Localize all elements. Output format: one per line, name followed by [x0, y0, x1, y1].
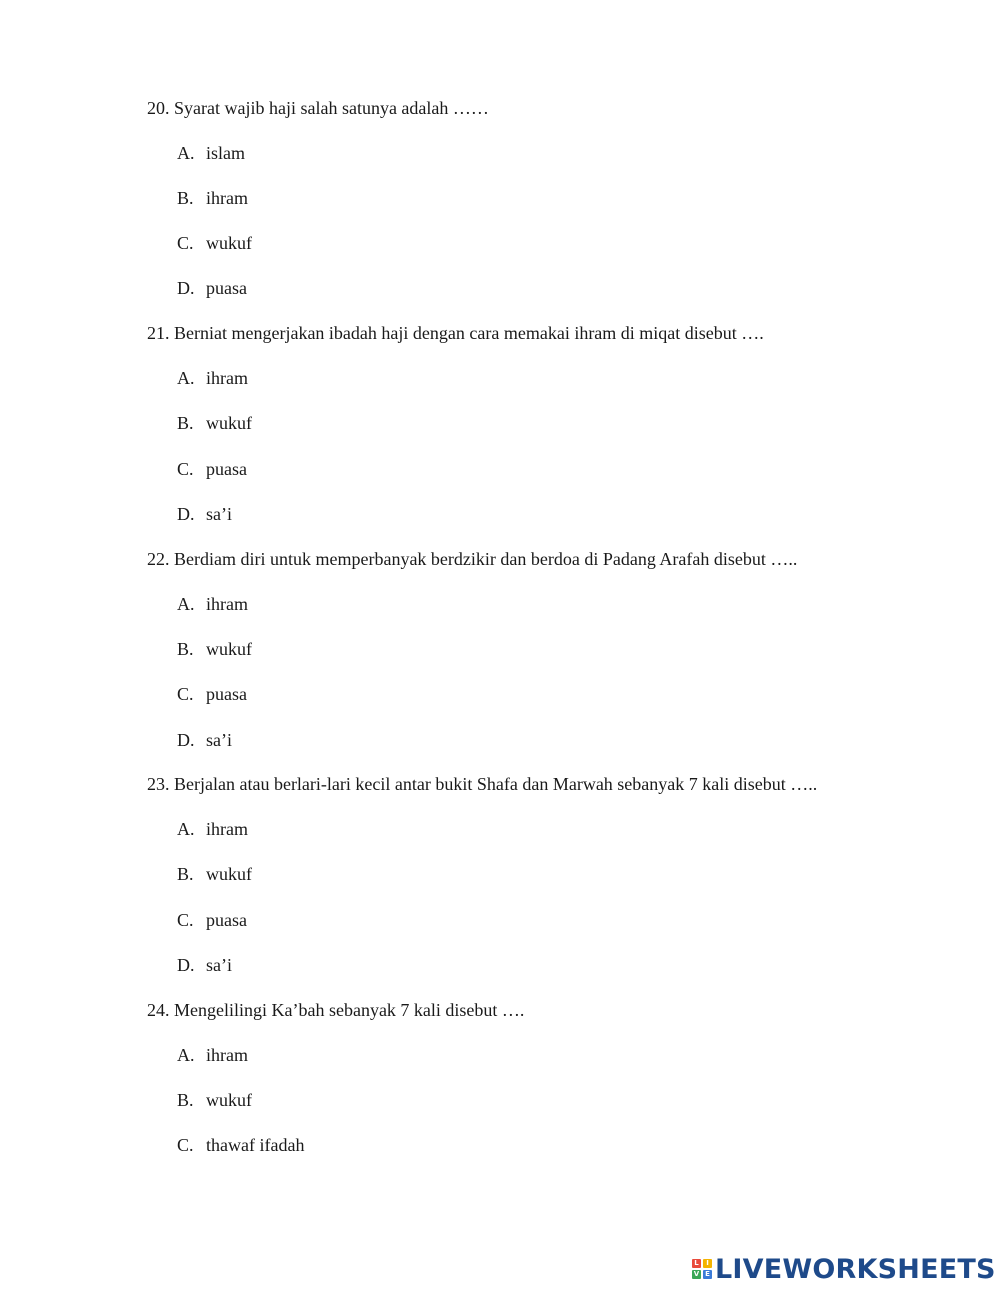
q20-option-b: B. ihram [177, 188, 248, 208]
q21-option-a: A. ihram [177, 368, 248, 388]
logo-mark-l: L [692, 1259, 701, 1268]
q20-option-c: C. wukuf [177, 233, 252, 253]
logo-text: LIVEWORKSHEETS [715, 1253, 996, 1285]
q20-option-a: A. islam [177, 143, 245, 163]
q23-option-c: C. puasa [177, 910, 247, 930]
q21-option-d: D. sa’i [177, 504, 232, 524]
q24-option-b: B. wukuf [177, 1090, 252, 1110]
liveworksheets-logo [692, 1253, 996, 1285]
question-23: 23. Berjalan atau berlari-lari kecil antar bukit Shafa dan Marwah sebanyak 7 kali disebut ….. [147, 774, 818, 794]
q23-option-d: D. sa’i [177, 955, 232, 975]
liveworksheets-mark-icon [692, 1259, 712, 1279]
question-20: 20. Syarat wajib haji salah satunya adalah …… [147, 98, 489, 118]
q24-option-a: A. ihram [177, 1045, 248, 1065]
q21-option-c: C. puasa [177, 459, 247, 479]
q22-option-d: D. sa’i [177, 730, 232, 750]
q22-option-c: C. puasa [177, 684, 247, 704]
logo-mark-v: V [693, 1270, 700, 1278]
q24-option-c: C. thawaf ifadah [177, 1135, 305, 1155]
question-24: 24. Mengelilingi Ka’bah sebanyak 7 kali disebut …. [147, 1000, 525, 1020]
q20-option-d: D. puasa [177, 278, 247, 298]
logo-mark-e: E [703, 1270, 712, 1279]
q22-option-a: A. ihram [177, 594, 248, 614]
q23-option-b: B. wukuf [177, 864, 252, 884]
q21-option-b: B. wukuf [177, 413, 252, 433]
q23-option-a: A. ihram [177, 819, 248, 839]
question-21: 21. Berniat mengerjakan ibadah haji dengan cara memakai ihram di miqat disebut …. [147, 323, 764, 343]
question-22: 22. Berdiam diri untuk memperbanyak berdzikir dan berdoa di Padang Arafah disebut ….. [147, 549, 798, 569]
logo-mark-i: I [703, 1259, 712, 1268]
q22-option-b: B. wukuf [177, 639, 252, 659]
